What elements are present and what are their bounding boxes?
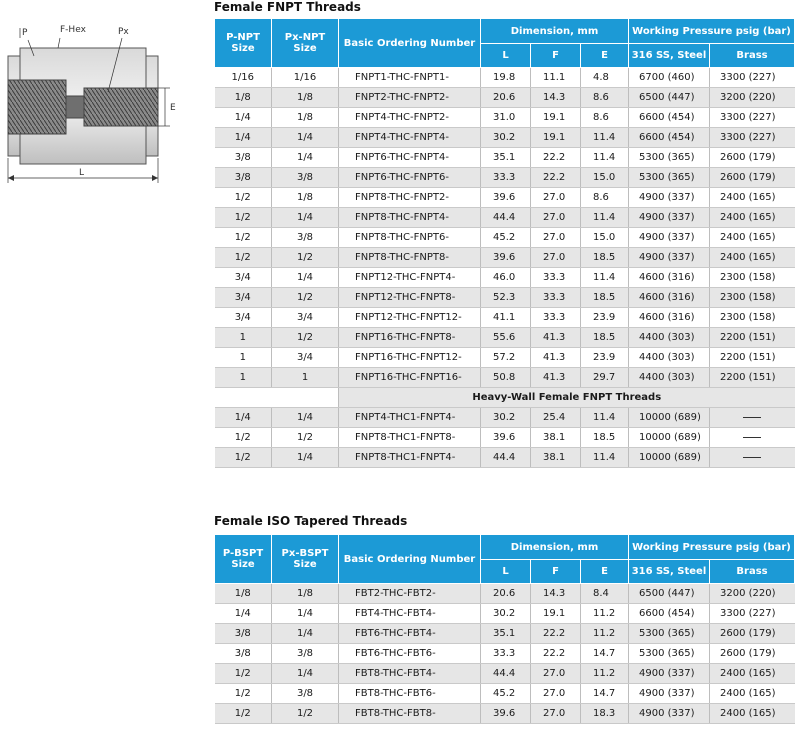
table-cell: 4900 (337) xyxy=(629,664,710,684)
table-cell: 27.0 xyxy=(531,188,581,208)
fnpt-table xyxy=(214,18,795,468)
table-cell: 27.0 xyxy=(531,704,581,724)
table-cell: 1/4 xyxy=(272,208,339,228)
table-row xyxy=(215,68,795,88)
table-cell: 33.3 xyxy=(531,268,581,288)
header-brass: Brass xyxy=(710,560,795,584)
table-row xyxy=(215,684,795,704)
table-cell: 1/8 xyxy=(215,88,272,108)
table-cell: 2400 (165) xyxy=(710,664,795,684)
table-cell: FNPT16-THC-FNPT16- xyxy=(339,368,481,388)
table-cell: 1/4 xyxy=(272,148,339,168)
table-cell: FNPT12-THC-FNPT8- xyxy=(339,288,481,308)
table-cell: 14.7 xyxy=(581,644,629,664)
table-cell: 1/4 xyxy=(272,268,339,288)
table-cell: FBT6-THC-FBT4- xyxy=(339,624,481,644)
table-row xyxy=(215,148,795,168)
table-cell: 3300 (227) xyxy=(710,68,795,88)
table-cell: 1/2 xyxy=(215,428,272,448)
table-cell: 11.2 xyxy=(581,664,629,684)
table-cell: 1/2 xyxy=(215,684,272,704)
table-cell: 44.4 xyxy=(481,448,531,468)
table-cell: 18.5 xyxy=(581,328,629,348)
header-e: E xyxy=(581,560,629,584)
table-cell: 4400 (303) xyxy=(629,328,710,348)
table-cell: 4900 (337) xyxy=(629,704,710,724)
label-l: L xyxy=(79,168,85,178)
table-row xyxy=(215,328,795,348)
header-ss: 316 SS, Steel xyxy=(629,44,710,68)
table-cell: 27.0 xyxy=(531,228,581,248)
table-cell: 27.0 xyxy=(531,248,581,268)
table-cell: 57.2 xyxy=(481,348,531,368)
header-brass: Brass xyxy=(710,44,795,68)
table-cell: 3300 (227) xyxy=(710,128,795,148)
table-cell: 1/8 xyxy=(272,188,339,208)
table-cell: 19.1 xyxy=(531,604,581,624)
table-cell: 4900 (337) xyxy=(629,228,710,248)
table-cell: FBT6-THC-FBT6- xyxy=(339,644,481,664)
header-e: E xyxy=(581,44,629,68)
table-row xyxy=(215,604,795,624)
table-cell: 20.6 xyxy=(481,88,531,108)
table-cell: FNPT8-THC-FNPT2- xyxy=(339,188,481,208)
table-row xyxy=(215,88,795,108)
table-cell: 27.0 xyxy=(531,208,581,228)
table-cell: 2300 (158) xyxy=(710,288,795,308)
coupling-diagram xyxy=(0,18,200,193)
table-row xyxy=(215,644,795,664)
table-cell: FBT8-THC-FBT8- xyxy=(339,704,481,724)
table-cell: 3/8 xyxy=(272,644,339,664)
table-cell: 11.4 xyxy=(581,268,629,288)
header-pressure: Working Pressure psig (bar) xyxy=(629,535,795,560)
table-cell: 2400 (165) xyxy=(710,684,795,704)
table-cell: 4.8 xyxy=(581,68,629,88)
table-cell: 1 xyxy=(215,368,272,388)
table-row xyxy=(215,248,795,268)
table-cell: 2200 (151) xyxy=(710,348,795,368)
table-cell: 6600 (454) xyxy=(629,128,710,148)
table-cell: 41.3 xyxy=(531,348,581,368)
table-cell: FBT2-THC-FBT2- xyxy=(339,584,481,604)
table-cell: 1/2 xyxy=(272,704,339,724)
table-row xyxy=(215,664,795,684)
table-cell: 2400 (165) xyxy=(710,208,795,228)
header-ordering: Basic Ordering Number xyxy=(339,19,481,68)
table-cell: 38.1 xyxy=(531,428,581,448)
table-cell: 19.1 xyxy=(531,128,581,148)
table-cell: 3/4 xyxy=(272,308,339,328)
table-row xyxy=(215,584,795,604)
table-cell: 22.2 xyxy=(531,148,581,168)
table-cell: FNPT16-THC-FNPT8- xyxy=(339,328,481,348)
table-cell: 1/2 xyxy=(215,208,272,228)
table-cell: 2600 (179) xyxy=(710,168,795,188)
table-cell: FNPT2-THC-FNPT2- xyxy=(339,88,481,108)
table-cell: FNPT8-THC-FNPT6- xyxy=(339,228,481,248)
table-cell: 11.4 xyxy=(581,208,629,228)
table-cell: 2400 (165) xyxy=(710,188,795,208)
table-cell: 1/2 xyxy=(215,664,272,684)
table-row xyxy=(215,168,795,188)
table-cell: 50.8 xyxy=(481,368,531,388)
table2-title: Female ISO Tapered Threads xyxy=(214,514,408,528)
table-cell: 41.1 xyxy=(481,308,531,328)
table-cell xyxy=(710,448,795,468)
table-cell: 2400 (165) xyxy=(710,228,795,248)
table-cell: FNPT1-THC-FNPT1- xyxy=(339,68,481,88)
table-cell: FNPT16-THC-FNPT12- xyxy=(339,348,481,368)
table-cell: 1/8 xyxy=(272,108,339,128)
table-cell: 3/8 xyxy=(272,684,339,704)
table-cell: 38.1 xyxy=(531,448,581,468)
table-cell: 1/4 xyxy=(272,408,339,428)
table-cell: 3200 (220) xyxy=(710,88,795,108)
table-cell: 11.4 xyxy=(581,448,629,468)
table-cell: 6600 (454) xyxy=(629,108,710,128)
table-row xyxy=(215,268,795,288)
table-cell: 11.2 xyxy=(581,604,629,624)
table-row xyxy=(215,108,795,128)
table-cell: 1/4 xyxy=(272,448,339,468)
header-f: F xyxy=(531,560,581,584)
table-cell: 2400 (165) xyxy=(710,704,795,724)
table-cell: 6500 (447) xyxy=(629,88,710,108)
table-cell: 3300 (227) xyxy=(710,108,795,128)
header-dimension: Dimension, mm xyxy=(481,535,629,560)
subheading-title: Heavy-Wall Female FNPT Threads xyxy=(339,388,795,408)
header-ss: 316 SS, Steel xyxy=(629,560,710,584)
table-row xyxy=(215,704,795,724)
table-cell: 3/4 xyxy=(215,308,272,328)
table-cell: 1/8 xyxy=(215,584,272,604)
table-cell: 23.9 xyxy=(581,308,629,328)
table-cell: 29.7 xyxy=(581,368,629,388)
table-cell: 8.6 xyxy=(581,88,629,108)
table-cell: 35.1 xyxy=(481,148,531,168)
table-cell: 44.4 xyxy=(481,208,531,228)
header-size1: P-NPT Size xyxy=(215,19,272,68)
table-cell: 39.6 xyxy=(481,248,531,268)
table-cell xyxy=(710,408,795,428)
not-available-dash xyxy=(743,417,761,418)
table-cell: 3/8 xyxy=(272,168,339,188)
table-cell: 2200 (151) xyxy=(710,368,795,388)
table-cell: 5300 (365) xyxy=(629,644,710,664)
not-available-dash xyxy=(743,437,761,438)
table-cell: 6500 (447) xyxy=(629,584,710,604)
table-cell: 3/8 xyxy=(272,228,339,248)
table-cell: 4600 (316) xyxy=(629,288,710,308)
table-cell: 1/8 xyxy=(272,584,339,604)
header-size2: Px-BSPT Size xyxy=(272,535,339,584)
table-cell: 1/4 xyxy=(215,604,272,624)
table-cell: FBT4-THC-FBT4- xyxy=(339,604,481,624)
table-cell: 27.0 xyxy=(531,684,581,704)
table-cell: 10000 (689) xyxy=(629,428,710,448)
table-cell: 33.3 xyxy=(481,168,531,188)
header-l: L xyxy=(481,44,531,68)
label-px: Px xyxy=(118,27,129,37)
table-cell: 4900 (337) xyxy=(629,684,710,704)
table-cell: 3/8 xyxy=(215,148,272,168)
table-cell: 3/4 xyxy=(272,348,339,368)
table-cell: 1/4 xyxy=(215,128,272,148)
table-cell: 1/4 xyxy=(215,408,272,428)
table-row xyxy=(215,188,795,208)
table-cell: 22.2 xyxy=(531,168,581,188)
table-cell: 1 xyxy=(272,368,339,388)
table-cell: 1 xyxy=(215,348,272,368)
table-cell: 8.6 xyxy=(581,108,629,128)
table-row xyxy=(215,368,795,388)
table-cell: FNPT8-THC1-FNPT4- xyxy=(339,448,481,468)
table-cell: 4600 (316) xyxy=(629,308,710,328)
table-cell: 45.2 xyxy=(481,684,531,704)
table-cell: 18.5 xyxy=(581,428,629,448)
table-cell: 3/8 xyxy=(215,168,272,188)
table-row xyxy=(215,208,795,228)
table-cell: 22.2 xyxy=(531,624,581,644)
table-row xyxy=(215,228,795,248)
table-cell: 1/2 xyxy=(272,288,339,308)
table-cell: FBT8-THC-FBT4- xyxy=(339,664,481,684)
table-cell: 6700 (460) xyxy=(629,68,710,88)
table-cell: FNPT4-THC-FNPT4- xyxy=(339,128,481,148)
table-cell: 31.0 xyxy=(481,108,531,128)
table-cell: 2600 (179) xyxy=(710,644,795,664)
table-cell: 10000 (689) xyxy=(629,448,710,468)
table-cell: 1/4 xyxy=(272,664,339,684)
table-cell: FNPT8-THC-FNPT8- xyxy=(339,248,481,268)
table-cell: 39.6 xyxy=(481,704,531,724)
table-cell: 19.1 xyxy=(531,108,581,128)
table-cell: 5300 (365) xyxy=(629,624,710,644)
table-cell: 1/16 xyxy=(272,68,339,88)
table-cell: 27.0 xyxy=(531,664,581,684)
table-cell: 11.4 xyxy=(581,148,629,168)
table-cell: 3200 (220) xyxy=(710,584,795,604)
table-cell: 15.0 xyxy=(581,228,629,248)
right-thread xyxy=(84,88,158,126)
table-cell: 1/2 xyxy=(215,188,272,208)
table1-title: Female FNPT Threads xyxy=(214,0,361,14)
table-cell: 44.4 xyxy=(481,664,531,684)
table-cell: 1/2 xyxy=(215,704,272,724)
iso-table xyxy=(214,534,795,724)
header-f: F xyxy=(531,44,581,68)
table-cell: 19.8 xyxy=(481,68,531,88)
subheading-row xyxy=(215,388,795,408)
table-row xyxy=(215,624,795,644)
table-row xyxy=(215,288,795,308)
table-cell: FBT8-THC-FBT6- xyxy=(339,684,481,704)
table-cell: 2300 (158) xyxy=(710,308,795,328)
table-cell: 18.3 xyxy=(581,704,629,724)
table-row xyxy=(215,428,795,448)
table-cell: 5300 (365) xyxy=(629,168,710,188)
table-cell: 5300 (365) xyxy=(629,148,710,168)
table-row xyxy=(215,308,795,328)
header-size1: P-BSPT Size xyxy=(215,535,272,584)
table-cell xyxy=(710,428,795,448)
table-cell: 1/16 xyxy=(215,68,272,88)
table-cell: 2300 (158) xyxy=(710,268,795,288)
table-cell: 33.3 xyxy=(481,644,531,664)
table-cell: 52.3 xyxy=(481,288,531,308)
table-cell: 25.4 xyxy=(531,408,581,428)
table-cell: 20.6 xyxy=(481,584,531,604)
table-cell: 1/4 xyxy=(272,624,339,644)
table-cell: 39.6 xyxy=(481,428,531,448)
table-cell: 1/2 xyxy=(215,448,272,468)
table-cell: 8.6 xyxy=(581,188,629,208)
table-cell: 1/2 xyxy=(215,248,272,268)
table-cell: 35.1 xyxy=(481,624,531,644)
table-cell: 45.2 xyxy=(481,228,531,248)
table-cell: 30.2 xyxy=(481,128,531,148)
table-cell: 1/2 xyxy=(272,248,339,268)
table-cell: 46.0 xyxy=(481,268,531,288)
table-cell: 4900 (337) xyxy=(629,248,710,268)
table-cell: 39.6 xyxy=(481,188,531,208)
table-cell: 55.6 xyxy=(481,328,531,348)
table-cell: 2600 (179) xyxy=(710,624,795,644)
table-cell: 8.4 xyxy=(581,584,629,604)
table-cell: 4900 (337) xyxy=(629,188,710,208)
table-row xyxy=(215,448,795,468)
table-cell: 1/2 xyxy=(272,328,339,348)
header-size2: Px-NPT Size xyxy=(272,19,339,68)
table-cell: FNPT12-THC-FNPT4- xyxy=(339,268,481,288)
table-cell: 41.3 xyxy=(531,328,581,348)
table-cell: 11.1 xyxy=(531,68,581,88)
table-cell: FNPT8-THC-FNPT4- xyxy=(339,208,481,228)
table-cell: 33.3 xyxy=(531,288,581,308)
table-cell: 11.4 xyxy=(581,408,629,428)
table-cell: 30.2 xyxy=(481,604,531,624)
table-cell: FNPT6-THC-FNPT6- xyxy=(339,168,481,188)
table-cell: 11.4 xyxy=(581,128,629,148)
table-row xyxy=(215,348,795,368)
table-cell: 4600 (316) xyxy=(629,268,710,288)
subheading-spacer xyxy=(215,388,339,408)
table-cell: 41.3 xyxy=(531,368,581,388)
table-cell: 1 xyxy=(215,328,272,348)
table-cell: 2200 (151) xyxy=(710,328,795,348)
table-cell: 14.3 xyxy=(531,88,581,108)
table-cell: 22.2 xyxy=(531,644,581,664)
table-cell: 1/2 xyxy=(215,228,272,248)
table-cell: 6600 (454) xyxy=(629,604,710,624)
table-cell: 14.7 xyxy=(581,684,629,704)
table-cell: FNPT12-THC-FNPT12- xyxy=(339,308,481,328)
table-cell: FNPT4-THC1-FNPT4- xyxy=(339,408,481,428)
table-cell: 30.2 xyxy=(481,408,531,428)
header-pressure: Working Pressure psig (bar) xyxy=(629,19,795,44)
table-cell: 2600 (179) xyxy=(710,148,795,168)
table-row xyxy=(215,128,795,148)
table-cell: 10000 (689) xyxy=(629,408,710,428)
table-cell: 3300 (227) xyxy=(710,604,795,624)
table-cell: 1/8 xyxy=(272,88,339,108)
table-cell: 4900 (337) xyxy=(629,208,710,228)
table-cell: 1/4 xyxy=(215,108,272,128)
table-cell: 4400 (303) xyxy=(629,348,710,368)
table-cell: 3/4 xyxy=(215,288,272,308)
table-cell: 23.9 xyxy=(581,348,629,368)
table-cell: FNPT8-THC1-FNPT8- xyxy=(339,428,481,448)
table-cell: FNPT4-THC-FNPT2- xyxy=(339,108,481,128)
table-cell: 2400 (165) xyxy=(710,248,795,268)
label-p: P xyxy=(22,28,28,38)
table-cell: FNPT6-THC-FNPT4- xyxy=(339,148,481,168)
table-cell: 18.5 xyxy=(581,248,629,268)
table-cell: 4400 (303) xyxy=(629,368,710,388)
table-cell: 11.2 xyxy=(581,624,629,644)
table-cell: 3/8 xyxy=(215,644,272,664)
table-cell: 1/2 xyxy=(272,428,339,448)
table-cell: 18.5 xyxy=(581,288,629,308)
table-cell: 14.3 xyxy=(531,584,581,604)
table-cell: 3/4 xyxy=(215,268,272,288)
table-row xyxy=(215,408,795,428)
left-thread xyxy=(8,80,66,134)
header-l: L xyxy=(481,560,531,584)
header-dimension: Dimension, mm xyxy=(481,19,629,44)
header-ordering: Basic Ordering Number xyxy=(339,535,481,584)
table-cell: 1/4 xyxy=(272,604,339,624)
label-fhex: F-Hex xyxy=(60,25,86,35)
not-available-dash xyxy=(743,457,761,458)
table-cell: 33.3 xyxy=(531,308,581,328)
label-e: E xyxy=(170,103,176,113)
table-cell: 15.0 xyxy=(581,168,629,188)
table-cell: 1/4 xyxy=(272,128,339,148)
table-cell: 3/8 xyxy=(215,624,272,644)
